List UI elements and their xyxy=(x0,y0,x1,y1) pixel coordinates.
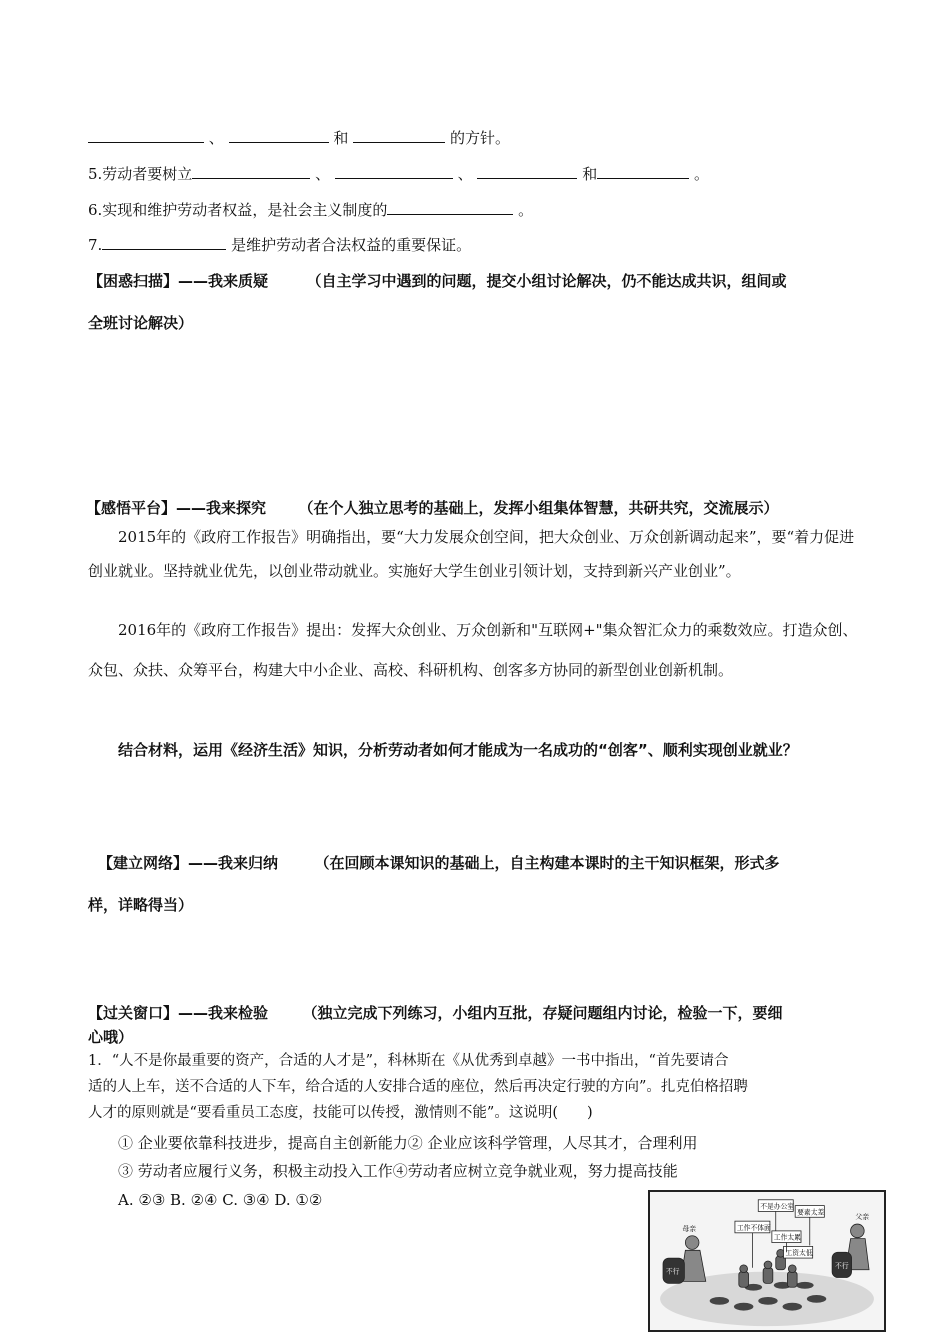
section-title: 【建立网络】——我来归纳 xyxy=(98,854,279,872)
question-1-choices: A. ②③ B. ②④ C. ③④ D. ①② xyxy=(118,1191,323,1209)
section-note: （在回顾本课知识的基础上，自主构建本课时的主干知识框架，形式多 xyxy=(314,854,780,872)
blank xyxy=(335,164,453,179)
fill-in-item-7 xyxy=(88,235,471,255)
cartoon-label: 不是办公室 xyxy=(760,1202,795,1211)
fill-in-item-5 xyxy=(88,164,709,184)
checkpoint-heading xyxy=(88,1003,783,1023)
question-1-line-1: 1．“人不是你最重要的资产，合适的人才是”，科林斯在《从优秀到卓越》一书中指出，“首先要请合 xyxy=(88,1053,729,1069)
question-1-line-2: 适的人上车，送不合适的人下车，给合适的人安排合适的座位，然后再决定行驶的方向”。扎克伯格招聘 xyxy=(88,1079,748,1095)
network-note-continued: 样，详略得当） xyxy=(88,896,194,914)
item-suffix: 是维护劳动者合法权益的重要保证。 xyxy=(231,236,472,254)
and-text: 和 xyxy=(582,165,598,183)
cartoon-label: 要素太差 xyxy=(797,1208,825,1217)
item-end: 。 xyxy=(694,165,710,183)
section-note: （在个人独立思考的基础上，发挥小组集体智慧，共研共究，交流展示） xyxy=(298,499,779,517)
blank xyxy=(387,200,513,215)
fill-in-line-1 xyxy=(88,128,510,148)
line-suffix: 的方针。 xyxy=(449,129,510,147)
blank xyxy=(353,128,445,143)
item-prefix: 5.劳动者要树立 xyxy=(88,165,193,183)
cartoon-illustration xyxy=(648,1190,886,1332)
item-prefix: 7. xyxy=(88,236,103,254)
cartoon-label: 工作不体面 xyxy=(736,1223,771,1232)
and-text: 和 xyxy=(333,129,349,147)
cartoon-label: 父亲 xyxy=(855,1213,870,1222)
separator: 、 xyxy=(208,129,224,147)
section-title: 【感悟平台】——我来探究 xyxy=(86,499,267,517)
insight-question: 结合材料，运用《经济生活》知识，分析劳动者如何才能成为一名成功的“创客”、顺利实现创业就业？ xyxy=(118,741,798,759)
item-end: 。 xyxy=(518,201,534,219)
blank xyxy=(477,164,577,179)
checkpoint-note-continued: 心哦） xyxy=(88,1028,134,1046)
cartoon-label: 不行 xyxy=(665,1267,680,1276)
cartoon-label: 工作太累 xyxy=(773,1233,801,1242)
question-1-options-1: ① 企业要依靠科技进步，提高自主创新能力② 企业应该科学管理，人尽其才，合理利用 xyxy=(118,1134,698,1152)
insight-heading xyxy=(86,498,779,518)
blank xyxy=(192,164,310,179)
section-title: 【过关窗口】——我来检验 xyxy=(88,1004,269,1022)
question-1-line-3: 人才的原则就是“要看重员工态度，技能可以传授，激情则不能”。这说明( ) xyxy=(88,1105,593,1121)
separator: 、 xyxy=(457,165,473,183)
blank xyxy=(229,128,329,143)
separator: 、 xyxy=(315,165,331,183)
section-note: （自主学习中遇到的问题，提交小组讨论解决，仍不能达成共识，组间或 xyxy=(306,272,787,290)
cartoon-label: 工资太低 xyxy=(785,1249,813,1258)
section-title: 【困惑扫描】——我来质疑 xyxy=(88,272,269,290)
question-1-options-2: ③ 劳动者应履行义务，积极主动投入工作④劳动者应树立竞争就业观，努力提高技能 xyxy=(118,1162,678,1180)
confusion-note-continued: 全班讨论解决） xyxy=(88,314,194,332)
network-heading xyxy=(98,853,780,873)
insight-paragraph-2: 2016年的《政府工作报告》提出：发挥大众创业、万众创新和"互联网+"集众智汇众力的乘数效应。打造众创、众包、众扶、众筹平台，构建大中小企业、高校、科研机构、创客多方协同的新型创业创新机制。 xyxy=(88,621,858,679)
item-prefix: 6.实现和维护劳动者权益，是社会主义制度的 xyxy=(88,201,388,219)
cartoon-label: 母亲 xyxy=(682,1224,697,1233)
section-note: （独立完成下列练习，小组内互批，存疑问题组内讨论，检验一下，要细 xyxy=(302,1004,783,1022)
blank xyxy=(88,128,204,143)
fill-in-item-6 xyxy=(88,200,533,220)
insight-paragraph-1: 2015年的《政府工作报告》明确指出，要“大力发展众创空间，把大众创业、万众创新调动起来”，要“着力促进创业就业。坚持就业优先，以创业带动就业。实施好大学生创业引领计划，支持到新兴产业创业”。 xyxy=(88,528,855,580)
cartoon-drawing xyxy=(650,1192,884,1330)
blank xyxy=(102,235,226,250)
cartoon-label: 不行 xyxy=(835,1261,849,1270)
blank xyxy=(597,164,689,179)
confusion-heading xyxy=(88,271,787,291)
